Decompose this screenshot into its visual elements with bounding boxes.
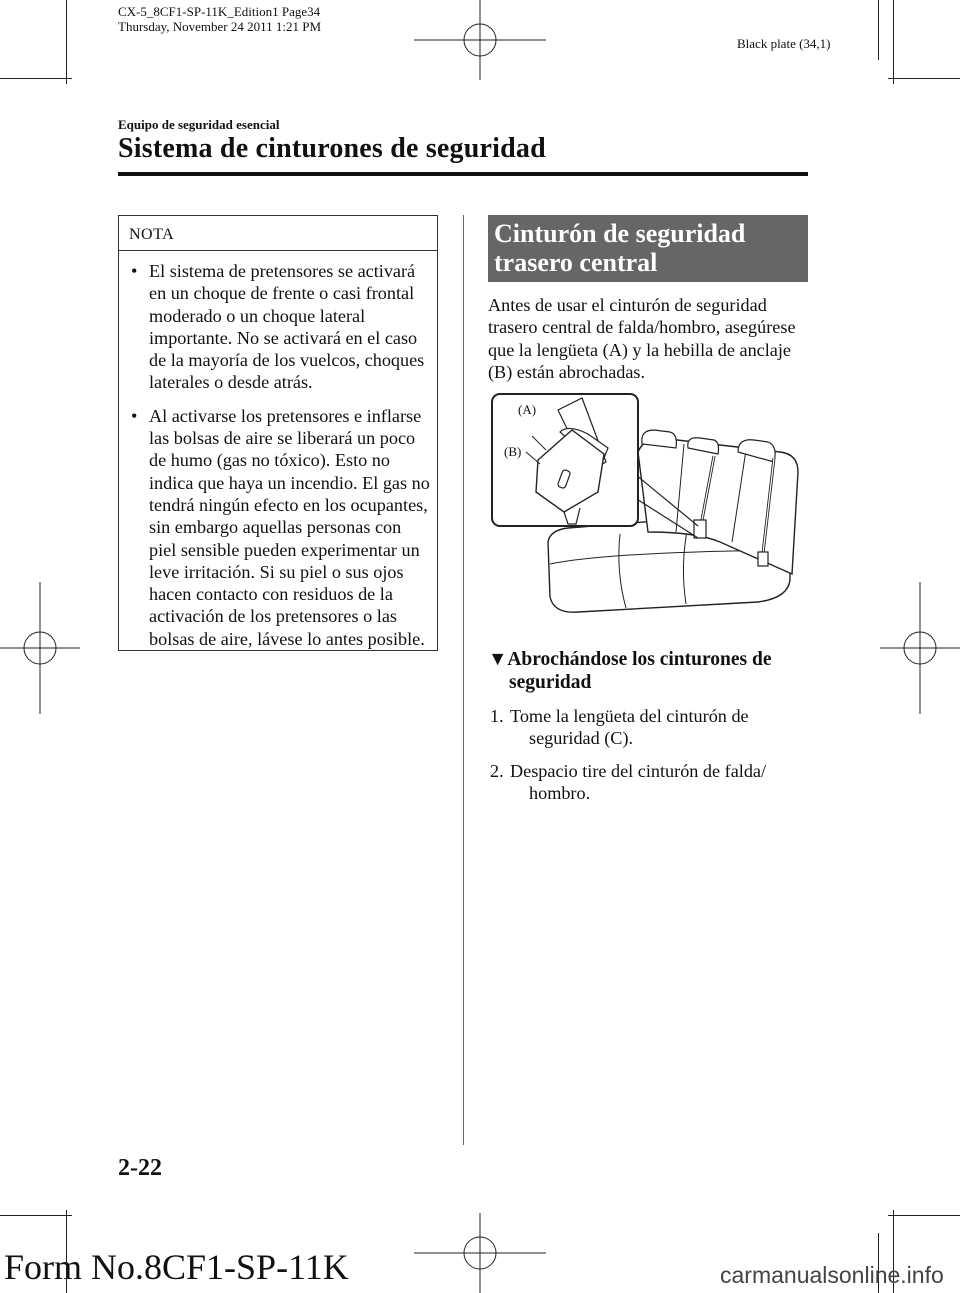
note-item-text: El sistema de pretensores se activará en un choque de frente o casi frontal moderado o un choque lateral importante. No se activará en el caso de la mayoría de los vuelcos, choques laterales o desde atrás. xyxy=(149,261,425,393)
print-info-line1: CX-5_8CF1-SP-11K_Edition1 Page34 xyxy=(118,4,321,19)
note-box xyxy=(118,215,438,651)
note-item-text: Al activarse los pretensores e inflarse las bolsas de aire se liberará un poco de humo (gas no tóxico). Esto no indica que haya un incendio. El gas no tendrá ningún efecto en los ocupantes, sin embargo aquellas personas con piel sensible pueden experimentar un leve irritación. Si su piel o sus ojos hacen contacto con residuos de la activación de los pretensores o las bolsas de aire, lávese lo antes posible. xyxy=(149,405,430,649)
registration-target-bottom xyxy=(414,1213,546,1293)
figure-label-a: (A) xyxy=(518,402,537,417)
step-item xyxy=(490,705,820,750)
step-text-line2: seguridad (C). xyxy=(529,728,634,749)
step-item xyxy=(490,760,820,805)
print-info-line2: Thursday, November 24 2011 1:21 PM xyxy=(118,19,322,34)
section-heading-line2: trasero central xyxy=(494,248,658,277)
section-label: Equipo de seguridad esencial xyxy=(118,117,280,132)
registration-target-right xyxy=(880,582,960,714)
registration-target-top xyxy=(414,0,546,80)
step-text-line2: hombro. xyxy=(529,782,591,803)
subsection-heading-line1: Abrochándose los cinturones de xyxy=(507,649,772,670)
step-number: 2. xyxy=(490,760,504,781)
step-number: 1. xyxy=(490,706,504,726)
step-text-line1: Despacio tire del cinturón de falda/ xyxy=(510,760,767,781)
note-heading: NOTA xyxy=(119,216,437,251)
form-number: Form No.8CF1-SP-11K xyxy=(4,1247,349,1287)
note-item xyxy=(119,405,437,650)
page-number: 2-22 xyxy=(118,1155,162,1181)
rear-seat-illustration xyxy=(488,392,808,614)
triangle-down-icon: ▼ xyxy=(488,649,508,670)
title-rule xyxy=(118,172,808,176)
column-divider xyxy=(463,215,464,1145)
page-title: Sistema de cinturones de seguridad xyxy=(118,133,546,164)
section-heading-band xyxy=(488,215,808,282)
rear-seat-belt-figure xyxy=(488,392,808,614)
bullet-icon: • xyxy=(131,261,138,281)
note-item xyxy=(119,260,437,394)
note-list xyxy=(119,260,437,650)
bullet-icon: • xyxy=(131,405,138,426)
figure-label-b: (B) xyxy=(504,444,522,459)
section-heading-line1: Cinturón de seguridad xyxy=(494,219,746,248)
intro-paragraph: Antes de usar el cinturón de seguridad trasero central de falda/hombro, asegúrese que la lengüeta (A) y la hebilla de anclaje (B) están abrochadas. xyxy=(488,295,796,382)
step-list xyxy=(490,705,820,804)
step-text-line1: Tome la lengüeta del cinturón de xyxy=(510,706,749,726)
subsection-heading xyxy=(488,648,818,694)
plate-info: Black plate (34,1) xyxy=(737,36,831,51)
registration-target-left xyxy=(0,582,80,714)
print-info xyxy=(118,4,321,34)
subsection-heading-line2: seguridad xyxy=(509,672,592,693)
site-watermark: carmanualsonline.info xyxy=(720,1262,944,1288)
